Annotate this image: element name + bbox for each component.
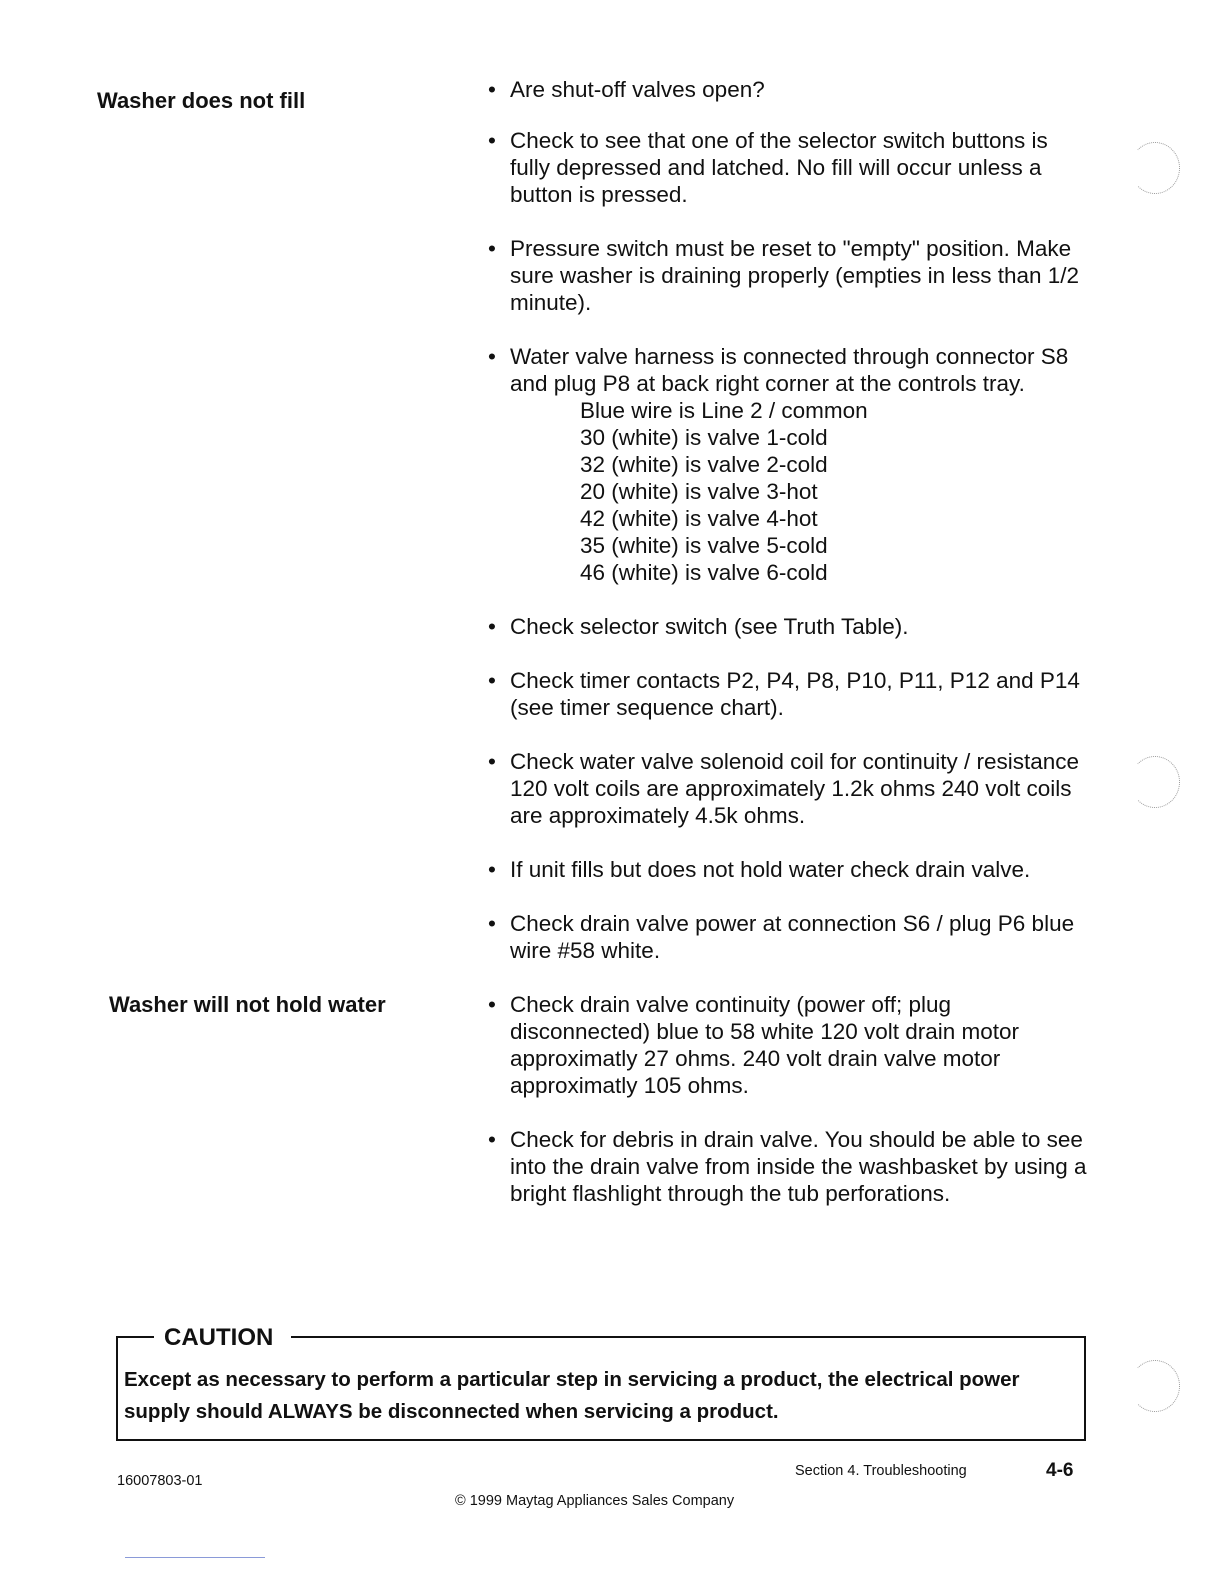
list-item (488, 991, 1088, 1099)
list-item (488, 1126, 1088, 1207)
list-item (488, 235, 1088, 316)
caution-text: Except as necessary to perform a particular step in servicing a product, the electrical power supply should ALWAYS be disconnected when servicing a product. (124, 1368, 1020, 1423)
list-item (488, 127, 1088, 208)
list-item-text: Check to see that one of the selector switch buttons is fully depressed and latched. No fill will occur unless a button is pressed. (510, 128, 1048, 207)
page-number: 4-6 (1046, 1460, 1074, 1481)
heading-washer-does-not-fill: Washer does not fill (97, 88, 306, 113)
wire-item: 20 (white) is valve 3-hot (580, 479, 818, 504)
hole-punch-mark-middle (1130, 756, 1180, 808)
list-item-text: Check water valve solenoid coil for continuity / resistance 120 volt coils are approximately 1.2k ohms 240 volt coils are approximately 4.5k ohms. (510, 749, 1080, 828)
troubleshooting-list (488, 76, 1088, 1234)
copyright: © 1999 Maytag Appliances Sales Company (455, 1493, 735, 1509)
list-item-text: Check for debris in drain valve. You should be able to see into the drain valve from inside the washbasket by using a bright flashlight through the tub perforations. (510, 1127, 1087, 1206)
wire-item: 35 (white) is valve 5-cold (580, 533, 828, 558)
hole-punch-mark-top (1130, 142, 1180, 194)
hole-punch-mark-bottom (1130, 1360, 1180, 1412)
list-item-text: Check timer contacts P2, P4, P8, P10, P11, P12 and P14 (see timer sequence chart). (510, 668, 1080, 720)
list-item (488, 748, 1088, 829)
wire-item: Blue wire is Line 2 / common (580, 398, 868, 423)
list-item (488, 856, 1088, 883)
wire-item: 42 (white) is valve 4-hot (580, 506, 818, 531)
document-number: 16007803-01 (117, 1473, 203, 1489)
list-item-text: Check selector switch (see Truth Table). (510, 614, 909, 639)
heading-washer-will-not-hold-water: Washer will not hold water (109, 992, 386, 1017)
list-item-text: Check drain valve continuity (power off; plug disconnected) blue to 58 white 120 volt drain motor approximatly 27 ohms. 240 volt drain valve motor approximatly 105 ohms. (510, 992, 1020, 1098)
caution-title: CAUTION (154, 1324, 291, 1352)
scan-artifact-line (125, 1557, 265, 1558)
list-item (488, 667, 1088, 721)
section-label: Section 4. Troubleshooting (795, 1463, 967, 1479)
wire-item: 46 (white) is valve 6-cold (580, 560, 828, 585)
list-item-text: Are shut-off valves open? (510, 77, 765, 102)
list-item-text: If unit fills but does not hold water check drain valve. (510, 857, 1031, 882)
list-item-text: Pressure switch must be reset to "empty" position. Make sure washer is draining properly (empties in less than 1/2 minute). (510, 236, 1080, 315)
list-item-text: Check drain valve power at connection S6 / plug P6 blue wire #58 white. (510, 911, 1075, 963)
caution-box (116, 1324, 1086, 1441)
wire-list (510, 397, 1088, 586)
list-item (488, 343, 1088, 586)
wire-item: 30 (white) is valve 1-cold (580, 425, 828, 450)
list-item (488, 613, 1088, 640)
list-item (488, 76, 1088, 103)
list-item-text: Water valve harness is connected through connector S8 and plug P8 at back right corner at the controls tray. (510, 344, 1069, 396)
list-item (488, 910, 1088, 964)
wire-item: 32 (white) is valve 2-cold (580, 452, 828, 477)
